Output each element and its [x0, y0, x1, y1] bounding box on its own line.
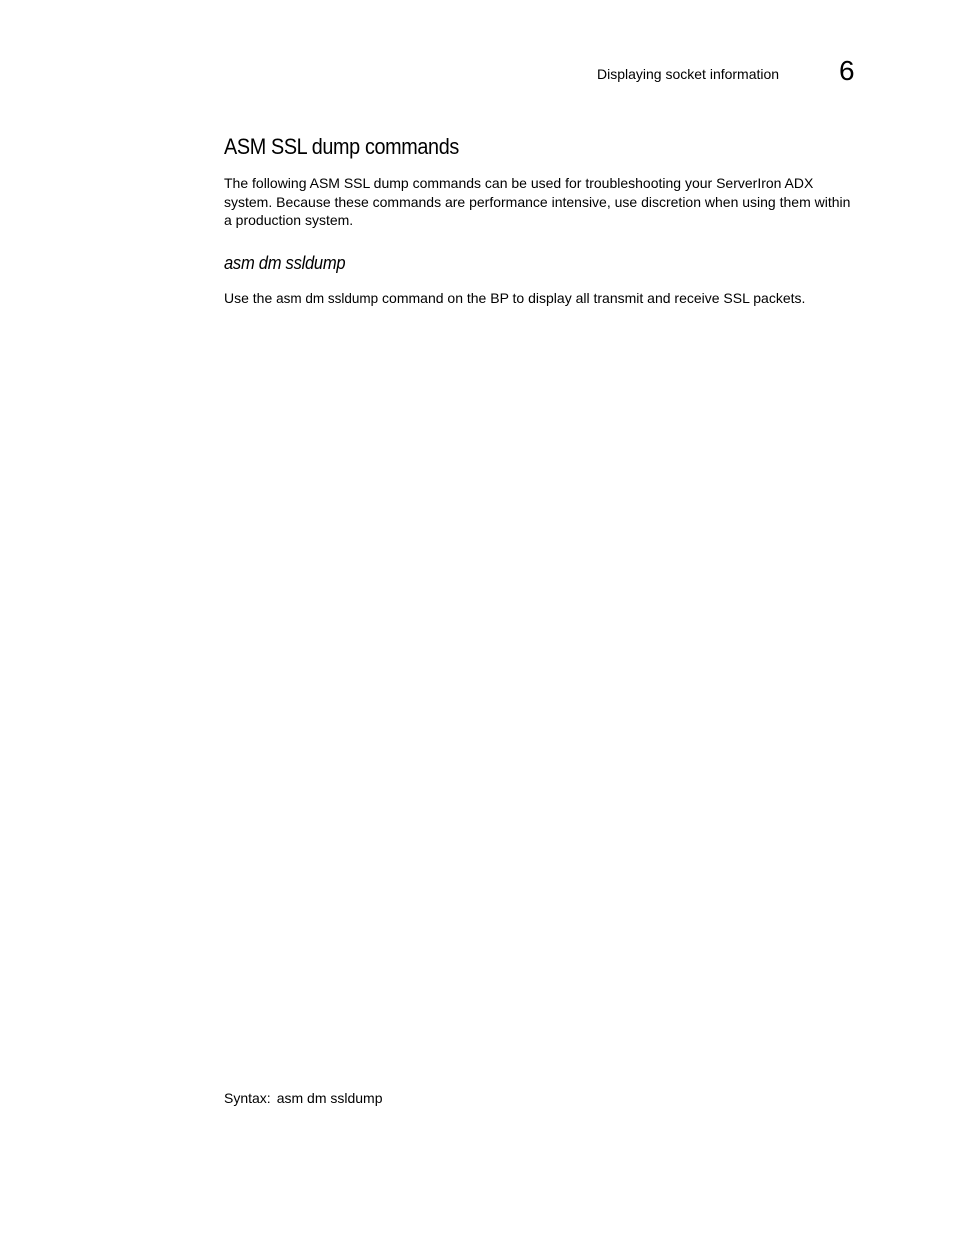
- usage-paragraph: [224, 289, 864, 308]
- syntax-line: [224, 1089, 383, 1107]
- usage-prefix: Use the: [224, 290, 277, 306]
- section-heading: ASM SSL dump commands: [224, 134, 459, 159]
- subsection-heading: asm dm ssldump: [224, 253, 346, 273]
- syntax-label: Syntax:: [224, 1090, 271, 1106]
- usage-suffix: command on the BP to display all transmit and receive SSL packets.: [378, 290, 806, 306]
- usage-command: asm dm ssldump: [276, 291, 379, 306]
- chapter-number: 6: [839, 55, 855, 86]
- running-header-title: Displaying socket information: [597, 66, 780, 82]
- intro-paragraph: The following ASM SSL dump commands can be used for troubleshooting your ServerIron ADX system. Because these commands are performance intensive, use discretion when using them within a production system.: [224, 175, 851, 229]
- syntax-command: asm dm ssldump: [276, 1090, 383, 1106]
